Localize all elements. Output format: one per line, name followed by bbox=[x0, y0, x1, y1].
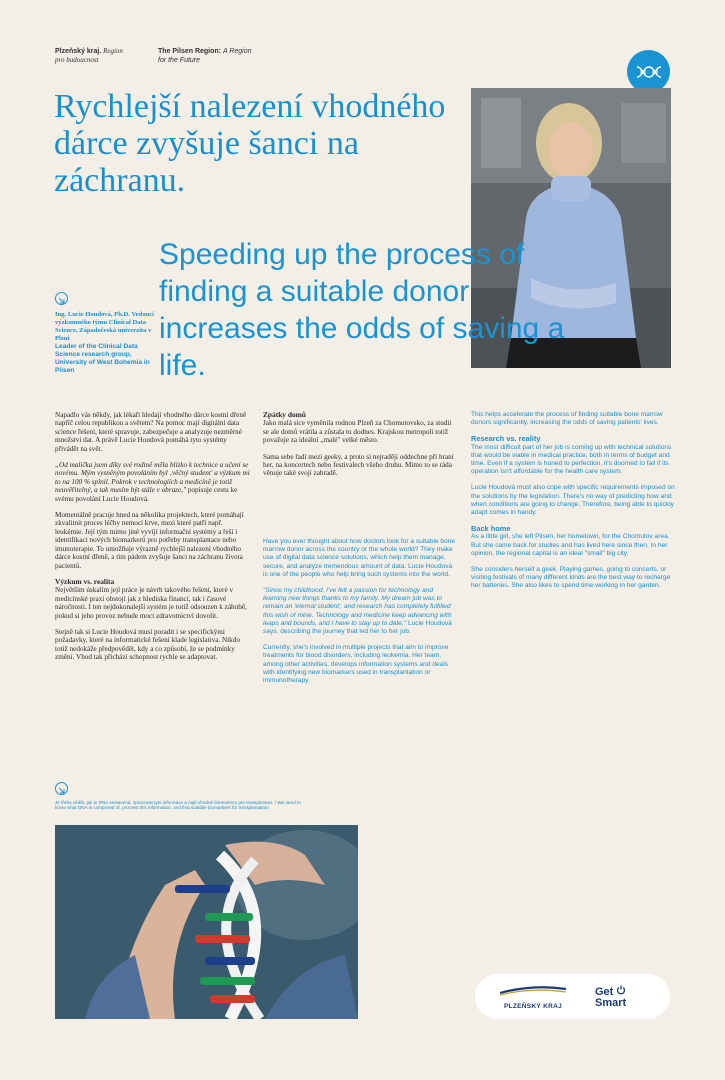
header-region-cz: Plzeňský kraj. Region pro budoucnost bbox=[55, 47, 123, 64]
dna-icon bbox=[636, 65, 662, 79]
paragraph: This helps accelerate the process of finding suitable bone marrow donors significantly, increasing the odds of saving patients' lives. bbox=[471, 411, 663, 427]
photo-caption: Je třeba vědět, jak je DNA sestavená, zpracovat tyto informace a najít vhodné biomarkery pro transplantaci. / We need to know what DNA is composed of, process this information, and find suitable biomarkers for transplantation. bbox=[55, 800, 301, 811]
article-column-en-1 bbox=[263, 538, 458, 693]
title-en: Speeding up the process of finding a suitable donor increases the odds of saving a life. bbox=[159, 238, 565, 382]
paragraph: She considers herself a geek. Playing games, going to concerts, or visiting festivals of many different kinds are the best way to recharge her batteries. She also likes to spend time working in her garden. bbox=[471, 566, 671, 590]
paragraph: Currently, she's involved in multiple projects that aim to improve treatments for blood disorders, including leukemia. Her team, among other activities, develops information systems and deals with identifying new biomarkers used in transplantation or immunotherapy. bbox=[263, 644, 449, 685]
paragraph: „Od malička jsem díky své rodině měla blízko k technice a učení se novému. Mým vysněným povoláním byl ‚věčný student' a výzkum mi to na 100 % splnil. Pokrok v technologiích a medicíně je totiž neuvěřitelný, a tak musím být stále v obraze," popisuje cestu ke svému povolání Lucie Houdová. bbox=[55, 461, 250, 503]
partner-logos bbox=[475, 974, 670, 1019]
byline-en: Leader of the Clinical Data Science research group, University of West Bohemia in Pilsen bbox=[55, 343, 150, 374]
power-icon bbox=[616, 985, 626, 995]
paragraph: Sama sebe řadí mezi geeky, a proto si nejraději oddechne při hraní her, na koncertech nebo festivalech všeho druhu. Mimo to se ráda věnuje také svojí zahradě. bbox=[263, 452, 454, 478]
paragraph: Napadlo vás někdy, jak lékaři hledají vhodného dárce kostní dřeně napříč celou republikou a světem? Na pomoc mají digitální data science řešení, které spravuje, zabezpečuje a analyzuje nezměrné množství dat. A právě Lucie Houdová pomáhá tyto systémy přivádět na svět. bbox=[55, 411, 247, 453]
article-column-cz-1 bbox=[55, 411, 250, 670]
section-heading: Zpátky domů bbox=[263, 410, 306, 419]
paragraph: Jako malá sice vyměnila rodnou Plzeň za Chomutovsko, za studii se ale domů vrátila a zůstala tu dodnes. Krajskou metropoli totiž považuje za ideální „malé" velké město. bbox=[263, 419, 452, 445]
section-heading: Výzkum vs. realita bbox=[55, 576, 115, 586]
article-column-en-2 bbox=[471, 411, 676, 599]
article-column-cz-2 bbox=[263, 411, 458, 486]
get-smart-logo: Get Smart bbox=[595, 985, 627, 1009]
section-heading: Research vs. reality bbox=[471, 434, 541, 444]
byline-cz: Ing. Lucie Houdová, Ph.D. Vedoucí výzkumného týmu Clinical Data Science, Západočeská univerzita v Plzni bbox=[55, 311, 154, 342]
title-cz: Rychlejší nalezení vhodného dárce zvyšuje šanci na záchranu. bbox=[54, 88, 446, 199]
plzensky-kraj-logo: PLZEŇSKÝ KRAJ bbox=[493, 983, 573, 1010]
paragraph: Největším úskalím její práce je návrh takového řešení, které v medicínské praxi obstojí jak z hlediska financí, tak i časové náročnosti. I ten nejdokonalejší systém je totiž odsouzen k záhubě, pokud si jeho provoz nebude moct zdravotnictví dovolit. bbox=[55, 586, 247, 620]
paragraph: As a little girl, she left Pilsen, her hometown, for the Chomutov area. But she came back for studies and has lived here since then. In her opinion, the regional capital is an ideal "small" big city. bbox=[471, 533, 670, 557]
header-region-en: The Pilsen Region: A Region for the Future bbox=[158, 48, 252, 64]
paragraph: Momentálně pracuje hned na několika projektech, které pomáhají zkvalitnit proces léčby nemocí krve, mezi které patří např. leukémie. Její tým mimo jiné vyvíjí informační systémy a řeší i identifikaci nových biomarkerů pro potřeby transplantace nebo imunoterapie. To umožňuje výrazně rychlejší nalezení vhodného dárce kostní dřeně, a tím pádem zvyšuje šanci na záchranu života pacientů. bbox=[55, 511, 244, 570]
paragraph: Stejně tak si Lucie Houdová musí poradit i se specifickými požadavky, které na informatické řešení klade legislativa. Nikdo totiž nedokáže předpovědět, kdy a co způsobí, že se podmínky změní. Vhod tak přichází schopnost rychle se adaptovat. bbox=[55, 627, 240, 662]
paragraph: Lucie Houdová must also cope with specific requirements imposed on the solutions by the legislation. There's no way of predicting how and when conditions are going to change. Therefore, being able to quickly adapt comes in handy. bbox=[471, 484, 675, 517]
paragraph: "Since my childhood, I've felt a passion for technology and learning new things thanks to my family. My dream job was to remain an 'eternal student', and research has completely fulfilled this wish of mine. Technology and medicine keep advancing with leaps and bounds, and I have to stay up to date," Lucie Houdová says, describing the journey that led her to her job. bbox=[263, 587, 452, 636]
paragraph: The most difficult part of her job is coming up with technical solutions that would be viable in medical practice, both in terms of budget and time. Even if a system is honed to perfection, it's doomed to fail if its operation isn't affordable for the health care system. bbox=[471, 443, 672, 476]
arrow-down-right-icon bbox=[55, 782, 68, 795]
arrow-down-right-icon bbox=[55, 292, 68, 305]
paragraph: Have you ever thought about how doctors look for a suitable bone marrow donor across the country or the whole world? They make use of digital data science solutions, which help them manage, secure, and analyze tremendous amount of data. Lucie Houdová is one of the people who help bring such systems into the world. bbox=[263, 538, 456, 578]
section-heading: Back home bbox=[471, 524, 511, 534]
dna-model-photo bbox=[55, 825, 358, 1019]
dna-badge bbox=[627, 50, 670, 93]
